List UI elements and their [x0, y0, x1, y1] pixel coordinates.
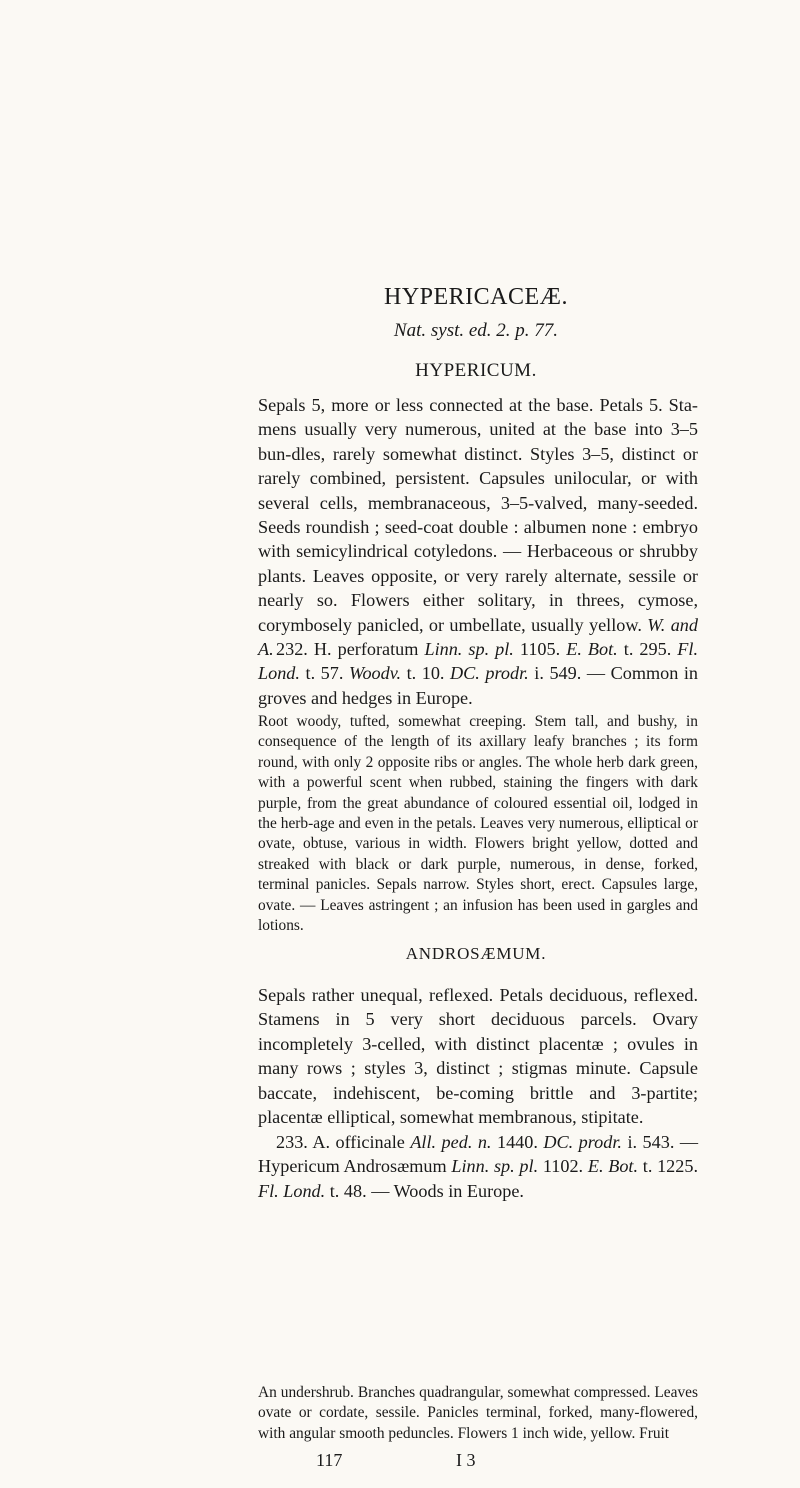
species-ref-num: t. 57.: [305, 663, 344, 684]
species-number: 233.: [276, 1132, 308, 1152]
species-habitat: — Woods in Europe.: [371, 1180, 524, 1201]
species-ref-num: t. 48.: [329, 1180, 367, 1201]
species-notes-text: Root woody, tufted, somewhat creeping. Stem tall, and bushy, in consequence of the length of its axillary leafy branches ; its form round, with only 2 opposite ribs or angles. The whole herb dark green, with a powerful scent when rubbed, staining the fingers with dark purple, from the great abundance of coloured essential oil, lodged in the herb-age and even in the petals. Leaves very numerous, elliptical or ovate, obtuse, various in width. Flowers bright yellow, dotted and streaked with black or dark purple, numerous, in dense, forked, terminal panicles. Sepals narrow. Styles short, erect. Capsules large, ovate. — Leaves astringent ; an infusion has been used in gargles and lotions.: [258, 713, 698, 935]
genus-heading-hypericum: HYPERICUM.: [415, 360, 537, 381]
species-ref: E. Bot.: [566, 639, 618, 659]
species-ref-num: 1105.: [519, 639, 561, 659]
species-habitat: — Common in groves and hedges in Europe.: [258, 663, 699, 708]
genus-description-androsaemum: [258, 983, 698, 1129]
species-ref: Linn. sp. pl.: [424, 639, 514, 659]
species-ref-num: t. 10.: [406, 663, 445, 684]
genus-description-text: Sepals rather unequal, reflexed. Petals deciduous, reflexed. Stamens in 5 very short deciduous parcels. Ovary incompletely 3-celled, with distinct placentæ ; ovules in many rows ; styles 3, distinct ; stigmas minute. Capsule baccate, indehiscent, be-coming brittle and 3-partite; placentæ elliptical, somewhat membranous, stipitate.: [258, 985, 698, 1128]
species-ref: DC. prodr.: [543, 1132, 622, 1152]
family-reference: Nat. syst. ed. 2. p. 77.: [393, 320, 559, 341]
genus-description-hypericum: [258, 393, 698, 661]
species-ref: E. Bot.: [587, 1156, 639, 1177]
page-number: 117: [316, 1450, 343, 1470]
species-ref: Woodv.: [348, 663, 402, 684]
species-name: H. perforatum: [313, 639, 419, 659]
species-ref: Fl. Lond.: [258, 1180, 326, 1201]
species-ref: Linn. sp. pl.: [451, 1156, 539, 1177]
species-ref-num: 1102.: [542, 1156, 584, 1177]
species-ref-num: i. 543. —: [627, 1132, 699, 1152]
species-entry-232: [258, 637, 698, 710]
genus-description-text: Sepals 5, more or less connected at the base. Petals 5. Sta-mens usually very numerous, united at the base into 3–5 bun-dles, rarely somewhat distinct. Styles 3–5, distinct or rarely combined, persistent. Capsules unilocular, or with several cells, membranaceous, 3–5-valved, many-seeded. Seeds roundish ; seed-coat double : albumen none : embryo with semicylindrical cotyledons. — Herbaceous or shrubby plants. Leaves opposite, or very rarely alternate, sessile or nearly so. Flowers either solitary, in threes, cymose, corymbosely panicled, or umbellate, usually yellow.: [258, 395, 698, 635]
species-ref: DC. prodr.: [450, 663, 529, 684]
species-synonym: Hypericum Androsæmum: [258, 1156, 447, 1177]
family-title: HYPERICACEÆ.: [383, 284, 569, 310]
species-notes-text: An undershrub. Branches quadrangular, somewhat compressed. Leaves ovate or cordate, sessile. Panicles terminal, forked, many-flowered, with angular smooth peduncles. Flowers 1 inch wide, yellow. Fruit: [258, 1384, 698, 1442]
species-notes-233: [258, 1383, 698, 1444]
species-ref-num: t. 1225.: [642, 1156, 699, 1177]
species-name: A. officinale: [312, 1132, 405, 1152]
species-entry-233: [258, 1130, 698, 1203]
species-ref: All. ped. n.: [410, 1132, 492, 1152]
species-ref: Fl. Lond.: [258, 639, 699, 684]
description-authority: W. and A.: [258, 614, 698, 660]
species-ref-num: t. 295.: [623, 639, 672, 659]
species-ref-num: i. 549.: [534, 663, 582, 684]
signature-mark: I 3: [456, 1450, 476, 1470]
species-notes-232: [258, 712, 698, 936]
species-ref-num: 1440.: [496, 1132, 538, 1152]
genus-heading-androsaemum: ANDROSÆMUM.: [405, 944, 547, 963]
species-number: 232.: [276, 639, 308, 659]
